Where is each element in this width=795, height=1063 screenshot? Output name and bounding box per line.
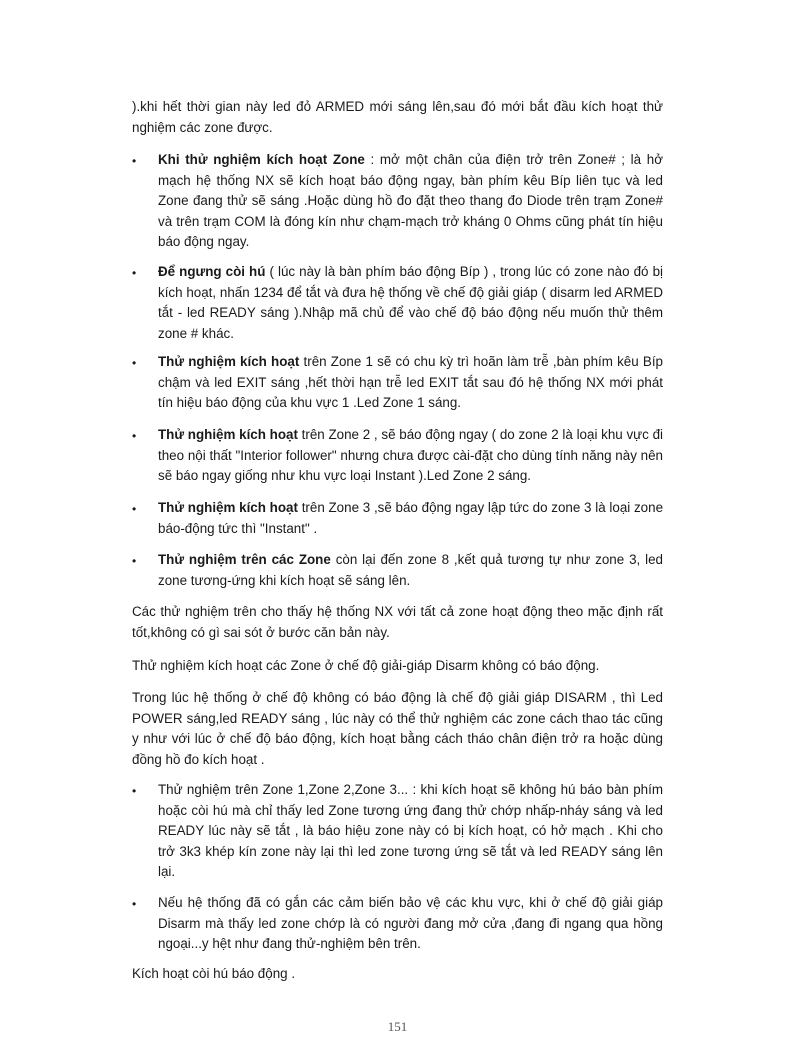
paragraph-disarm-heading: Thử nghiệm kích hoạt các Zone ở chế độ giải-giáp Disarm không có báo động. bbox=[132, 658, 600, 673]
bullet-text: Nếu hệ thống đã có gắn các cảm biến bảo vệ các khu vực, khi ở chế độ giải giáp Disarm mà thấy led zone chớp là có người đang mở cửa ,đang đi ngang qua hồng ngoại...y hệt như đang thử-nghiệm bên trên. bbox=[158, 895, 663, 952]
bullet-icon: • bbox=[132, 554, 137, 568]
bullet-body: còn lại đến zone 8 ,kết quả tương tự như zone 3, led zone tương-ứng khi kích hoạt sẽ sáng lên. bbox=[158, 552, 663, 588]
bullet-body: ( lúc này là bàn phím báo động Bíp ) , trong lúc có zone nào đó bị kích hoạt, nhấn 1234 để tắt và đưa hệ thống về chế độ giải giáp ( disarm led ARMED tắt - led READY sáng ).Nhập mã chủ để vào chế độ báo động nếu muốn thử thêm zone # khác. bbox=[158, 264, 663, 341]
bullet-text bbox=[158, 498, 663, 539]
bullet-icon: • bbox=[132, 429, 137, 443]
paragraph-alarm-heading: Kích hoạt còi hú báo động . bbox=[132, 966, 296, 981]
bullet-icon: • bbox=[132, 266, 137, 280]
bullet-text bbox=[158, 150, 663, 253]
bullet-text: Thử nghiệm trên Zone 1,Zone 2,Zone 3... : khi kích hoạt sẽ không hú báo bàn phím hoặc còi hú mà chỉ thấy led Zone tương ứng đang thử chớp nhấp-nháy sáng và led READY lúc này sẽ tắt , là báo hiệu zone này có bị kích hoạt, có hở mạch . Khi cho trở 3k3 khép kín zone này lại thì led zone tương ứng sẽ tắt và led READY sáng lên lại. bbox=[158, 782, 663, 880]
bullet-body: trên Zone 1 sẽ có chu kỳ trì hoãn làm trễ ,bàn phím kêu Bíp chậm và led EXIT sáng ,hết thời hạn trễ led EXIT tắt sau đó hệ thống NX mới phát tín hiệu báo động của khu vực 1 .Led Zone 1 sáng. bbox=[158, 354, 664, 411]
bullet-bold-heading: Thử nghiệm trên các Zone bbox=[158, 552, 331, 567]
paragraph-intro: ).khi hết thời gian này led đỏ ARMED mới sáng lên,sau đó mới bắt đầu kích hoạt thử nghiệm các zone được. bbox=[132, 99, 663, 135]
bullet-icon: • bbox=[132, 784, 137, 798]
paragraph-summary: Các thử nghiệm trên cho thấy hệ thống NX với tất cả zone hoạt động theo mặc định rất tốt,không có gì sai sót ở bước căn bản này. bbox=[132, 604, 663, 640]
bullet-text bbox=[158, 550, 663, 591]
bullet-bold-heading: Để ngưng còi hú bbox=[158, 264, 266, 279]
page-number: 151 bbox=[387, 1019, 408, 1034]
bullet-icon: • bbox=[132, 897, 137, 911]
paragraph-disarm-description: Trong lúc hệ thống ở chế độ không có báo động là chế độ giải giáp DISARM , thì Led POWER sáng,led READY sáng , lúc này có thể thử nghiệm các zone cách thao tác cũng y như với lúc ở chế độ báo động, kích hoạt bằng cách tháo chân điện trở ra hoặc dùng đồng hồ đo kích hoạt . bbox=[132, 690, 663, 767]
bullet-text bbox=[158, 425, 663, 487]
bullet-bold-heading: Thử nghiệm kích hoạt bbox=[158, 427, 298, 442]
bullet-body: trên Zone 2 , sẽ báo động ngay ( do zone 2 là loại khu vực đi theo nội thất "Interior follower" nhưng chưa được cài-đặt cho dùng tính năng này nên sẽ báo ngay giống như khu vực loại Instant ).Led Zone 2 sáng. bbox=[158, 427, 663, 484]
bullet-icon: • bbox=[132, 356, 137, 370]
bullet-icon: • bbox=[132, 154, 137, 168]
bullet-bold-heading: Thử nghiệm kích hoạt bbox=[158, 354, 300, 369]
bullet-icon: • bbox=[132, 502, 137, 516]
bullet-bold-heading: Thử nghiệm kích hoạt bbox=[158, 500, 298, 515]
bullet-bold-heading: Khi thử nghiệm kích hoạt Zone bbox=[158, 152, 365, 167]
bullet-body: trên Zone 3 ,sẽ báo động ngay lập tức do zone 3 là loại zone báo-động tức thì "Instant" . bbox=[158, 500, 664, 536]
bullet-body: : mở một chân của điện trở trên Zone# ; là hở mạch hệ thống NX sẽ kích hoạt báo động ngay, bàn phím kêu Bíp liên tục và led Zone đang thử sẽ sáng .Hoặc dùng hồ đo đặt theo thang đo Diode trên trạm Zone# và trên trạm COM là đóng kín như chạm-mạch trở kháng 0 Ohms cũng phát tín hiệu báo động ngay. bbox=[158, 152, 663, 250]
bullet-text bbox=[158, 352, 663, 414]
bullet-text bbox=[158, 262, 663, 344]
